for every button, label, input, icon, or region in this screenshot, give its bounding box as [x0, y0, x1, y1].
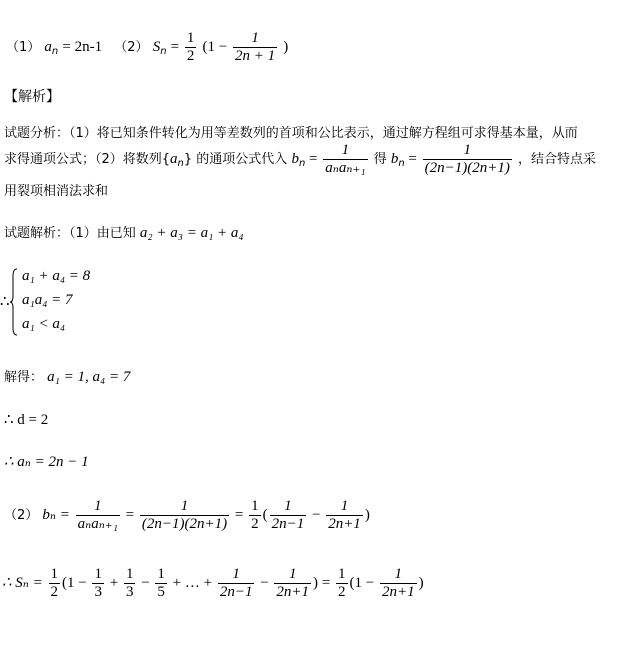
- system-brace: [10, 268, 18, 336]
- part2-line: （2） bₙ = $\frac{1}{\text{aₙaₙ₊₁}}$ = $\frac{1}{(2n-1)(2n+1)}$ = $\frac{1}{2}$ ( $\frac{1}{2n-1}$ − $\frac{1}{2n+1}$ ): [4, 498, 370, 532]
- answer-half-fraction: $\frac{1}{2}$: [186, 30, 195, 64]
- answer-part2-label: （2）: [114, 40, 149, 55]
- answer-line: （1） $a_n = 2n-1$ （2） $S_n$ = $\frac{1}{2}$ (1 − $\frac{1}{2n + 1}$ ): [6, 30, 289, 64]
- analysis-line-3: 用裂项相消法求和: [4, 184, 109, 199]
- solve-line: 解得： a₁ = 1, a₄ = 7: [4, 369, 131, 385]
- therefore-symbol: ∴: [0, 294, 10, 310]
- an-line: ∴ aₙ = 2n − 1: [4, 454, 89, 470]
- analysis-line-2: 求得通项公式；（2）将数列$\{a_n\}$ 的通项公式代入 $b_n$ = $\frac{1}{\text{aₙaₙ₊₁}}$ 得 $b_n$ = $\frac{1}{(2n-1)(2n+1)}$ ，结合特点采: [4, 142, 596, 176]
- system-eq-1: a₁ + a₄ = 8: [22, 268, 91, 284]
- answer-fraction: $\frac{1}{2n + 1}$: [235, 30, 276, 64]
- analysis-header: 【解析】: [4, 89, 60, 105]
- analysis-line-1: 试题分析：（1）将已知条件转化为用等差数列的首项和公比表示，通过解方程组可求得基本量，从而: [4, 126, 578, 141]
- system-eq-3: a₁ < a₄: [22, 316, 66, 332]
- d-line: ∴ d = 2: [4, 412, 49, 428]
- analysis-frac-1: $\frac{1}{\text{aₙaₙ₊₁}}$: [325, 142, 366, 176]
- system-eq-2: a₁a₄ = 7: [22, 292, 73, 308]
- sn-line: ∴ Sₙ = $\frac{1}{2}$ (1 − $\frac{1}{3}$ + $\frac{1}{3}$ − $\frac{1}{5}$ + … + $\frac{1}{2n-1}$ − $\frac{1}{2n+1}$ ) = $\frac{1}{2}$ (1 − $\frac{1}{2n+1}$ ): [2, 566, 424, 600]
- answer-part1-label: （1）: [6, 40, 41, 55]
- solution-intro: 试题解析：（1）由已知 a₂ + a₃ = a₁ + a₄: [4, 225, 244, 241]
- answer-an: a: [44, 39, 52, 55]
- analysis-frac-2: $\frac{1}{(2n-1)(2n+1)}$: [424, 142, 510, 176]
- answer-part1-rhs: = 2n-1: [62, 39, 103, 55]
